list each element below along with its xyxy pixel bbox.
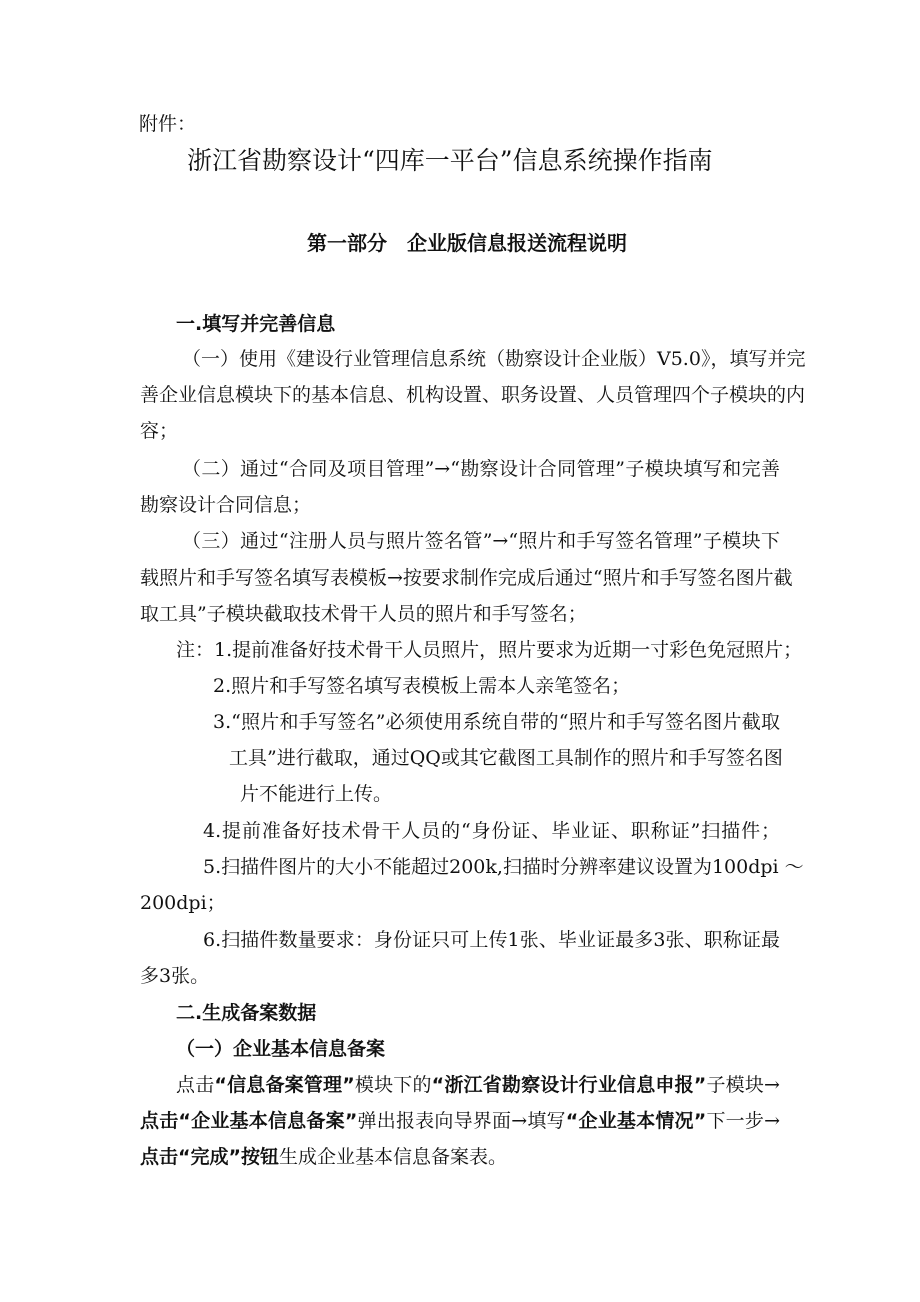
note-3-line3: 片不能进行上传。 (240, 783, 393, 805)
item3-line1: （三）通过“注册人员与照片签名管”→“照片和手写签名管理”子模块下 (182, 530, 780, 552)
filing-para-line3 (140, 1144, 507, 1170)
document-title: 浙江省勘察设计“四库一平台”信息系统操作指南 (187, 146, 713, 175)
filing-text: 点击 (176, 1074, 215, 1096)
item1-line3: 容； (140, 420, 179, 442)
section1-heading: 一.填写并完善信息 (176, 313, 336, 335)
filing-para-line2 (140, 1108, 780, 1134)
attachment-label: 附件： (139, 113, 197, 135)
filing-emphasis: “浙江省勘察设计行业信息申报” (431, 1074, 707, 1096)
note-4: 4.提前准备好技术骨干人员的“身份证、毕业证、职称证”扫描件； (203, 820, 780, 842)
note-2: 2.照片和手写签名填写表模板上需本人亲笔签名； (213, 675, 631, 697)
part-heading: 第一部分 企业版信息报送流程说明 (307, 231, 627, 255)
filing-emphasis: “企业基本情况” (565, 1110, 707, 1132)
filing-emphasis: 点击“企业基本信息备案” (140, 1110, 358, 1132)
filing-text: 模块下的 (354, 1074, 432, 1096)
filing-text: 弹出报表向导界面→填写 (357, 1110, 566, 1132)
item2-line1: （二）通过“合同及项目管理”→“勘察设计合同管理”子模块填写和完善 (182, 458, 780, 480)
note-3-line2: 工具”进行截取，通过QQ或其它截图工具制作的照片和手写签名图 (229, 747, 783, 769)
filing-text: 子模块→ (706, 1074, 780, 1096)
filing-emphasis: 点击“完成”按钮 (140, 1146, 279, 1168)
item1-line2: 善企业信息模块下的基本信息、机构设置、职务设置、人员管理四个子模块的内 (140, 384, 806, 406)
filing-emphasis: “信息备案管理” (214, 1074, 355, 1096)
note-3-line1: 3.“照片和手写签名”必须使用系统自带的“照片和手写签名图片截取 (213, 711, 780, 733)
section2-sub1-heading: （一）企业基本信息备案 (176, 1038, 386, 1060)
filing-text: 下一步→ (706, 1110, 781, 1132)
item2-line2: 勘察设计合同信息； (140, 494, 312, 516)
item3-line2: 载照片和手写签名填写表模板→按要求制作完成后通过“照片和手写签名图片截 (140, 567, 793, 589)
section2-heading: 二.生成备案数据 (176, 1002, 317, 1024)
note-6-line2: 多3张。 (140, 965, 210, 987)
filing-para-line1 (176, 1072, 780, 1098)
note-6-line1: 6.扫描件数量要求：身份证只可上传1张、毕业证最多3张、职称证最 (203, 929, 780, 951)
item1-line1: （一）使用《建设行业管理信息系统（勘察设计企业版）V5.0》，填写并完 (182, 348, 806, 370)
filing-text: 生成企业基本信息备案表。 (278, 1146, 507, 1168)
note-1: 注：1.提前准备好技术骨干人员照片，照片要求为近期一寸彩色免冠照片； (176, 639, 803, 661)
note-5-line2: 200dpi； (140, 892, 226, 914)
item3-line3: 取工具”子模块截取技术骨干人员的照片和手写签名； (140, 603, 587, 625)
note-5-line1: 5.扫描件图片的大小不能超过200k,扫描时分辨率建议设置为100dpi ～ (203, 856, 804, 878)
